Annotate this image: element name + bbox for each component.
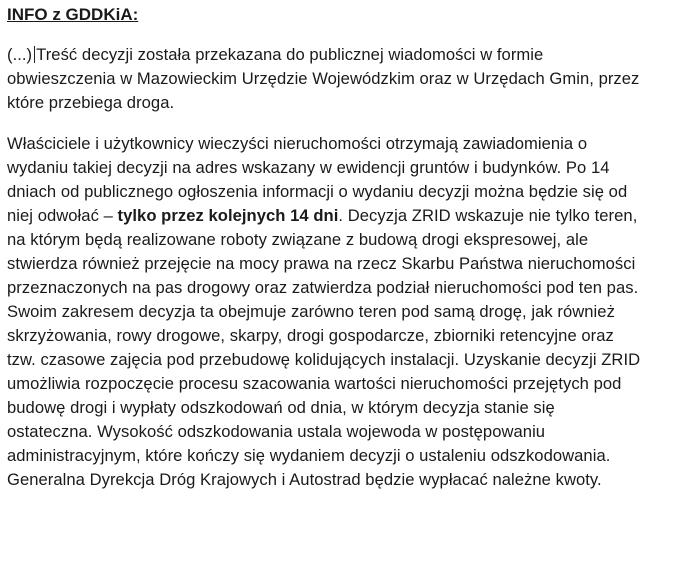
text-line: Swoim zakresem decyzja ta obejmuje zarówno teren pod samą drogę, jak również: [7, 302, 615, 321]
text-segment: niej odwołać –: [7, 206, 118, 225]
text-line: na którym będą realizowane roboty związane z budową drogi ekspresowej, ale: [7, 230, 589, 249]
text-segment: . Decyzja ZRID wskazuje nie tylko teren,: [338, 206, 638, 225]
text-line: umożliwia rozpoczęcie procesu szacowania wartości nieruchomości przejętych pod: [7, 374, 622, 393]
text-line: budowę drogi i wypłaty odszkodowań od dnia, w którym decyzja stanie się: [7, 398, 555, 417]
text-line: administracyjnym, które kończy się wydaniem decyzji o ustaleniu odszkodowania.: [7, 446, 611, 465]
text-segment: Treść decyzji została przekazana do publicznej wiadomości w formie: [36, 45, 544, 64]
text-line: Właściciele i użytkownicy wieczyści nieruchomości otrzymają zawiadomienia o: [7, 134, 588, 153]
text-line: [7, 204, 697, 228]
text-line: stwierdza również przejęcie na mocy prawa na rzecz Skarbu Państwa nieruchomości: [7, 254, 636, 273]
text-line: przeznaczonych na pas drogowy oraz zatwierdza podział nieruchomości pod ten pas.: [7, 278, 639, 297]
document-heading: INFO z GDDKiA:: [7, 5, 139, 24]
text-line: skrzyżowania, rowy drogowe, skarpy, drogi gospodarcze, zbiorniki retencyjne oraz: [7, 326, 614, 345]
text-line: które przebiega droga.: [7, 93, 175, 112]
text-line: obwieszczenia w Mazowieckim Urzędzie Wojewódzkim oraz w Urzędach Gmin, przez: [7, 69, 640, 88]
text-line: [7, 43, 697, 67]
paragraph-details: [7, 132, 697, 492]
document-body: [7, 3, 697, 492]
paragraph-intro: [7, 43, 697, 115]
text-line: ostateczna. Wysokość odszkodowania ustala wojewoda w postępowaniu: [7, 422, 546, 441]
ellipsis-prefix: (...): [7, 45, 33, 64]
text-cursor: [34, 46, 35, 63]
text-line: wydaniu takiej decyzji na adres wskazany w ewidencji gruntów i budynków. Po 14: [7, 158, 610, 177]
text-line: tzw. czasowe zajęcia pod przebudowę kolidujących instalacji. Uzyskanie decyzji ZRID: [7, 350, 641, 369]
text-line: dniach od publicznego ogłoszenia informacji o wydaniu decyzji można będzie się od: [7, 182, 628, 201]
text-line: Generalna Dyrekcja Dróg Krajowych i Autostrad będzie wypłacać należne kwoty.: [7, 470, 602, 489]
bold-emphasis: tylko przez kolejnych 14 dni: [117, 206, 339, 225]
